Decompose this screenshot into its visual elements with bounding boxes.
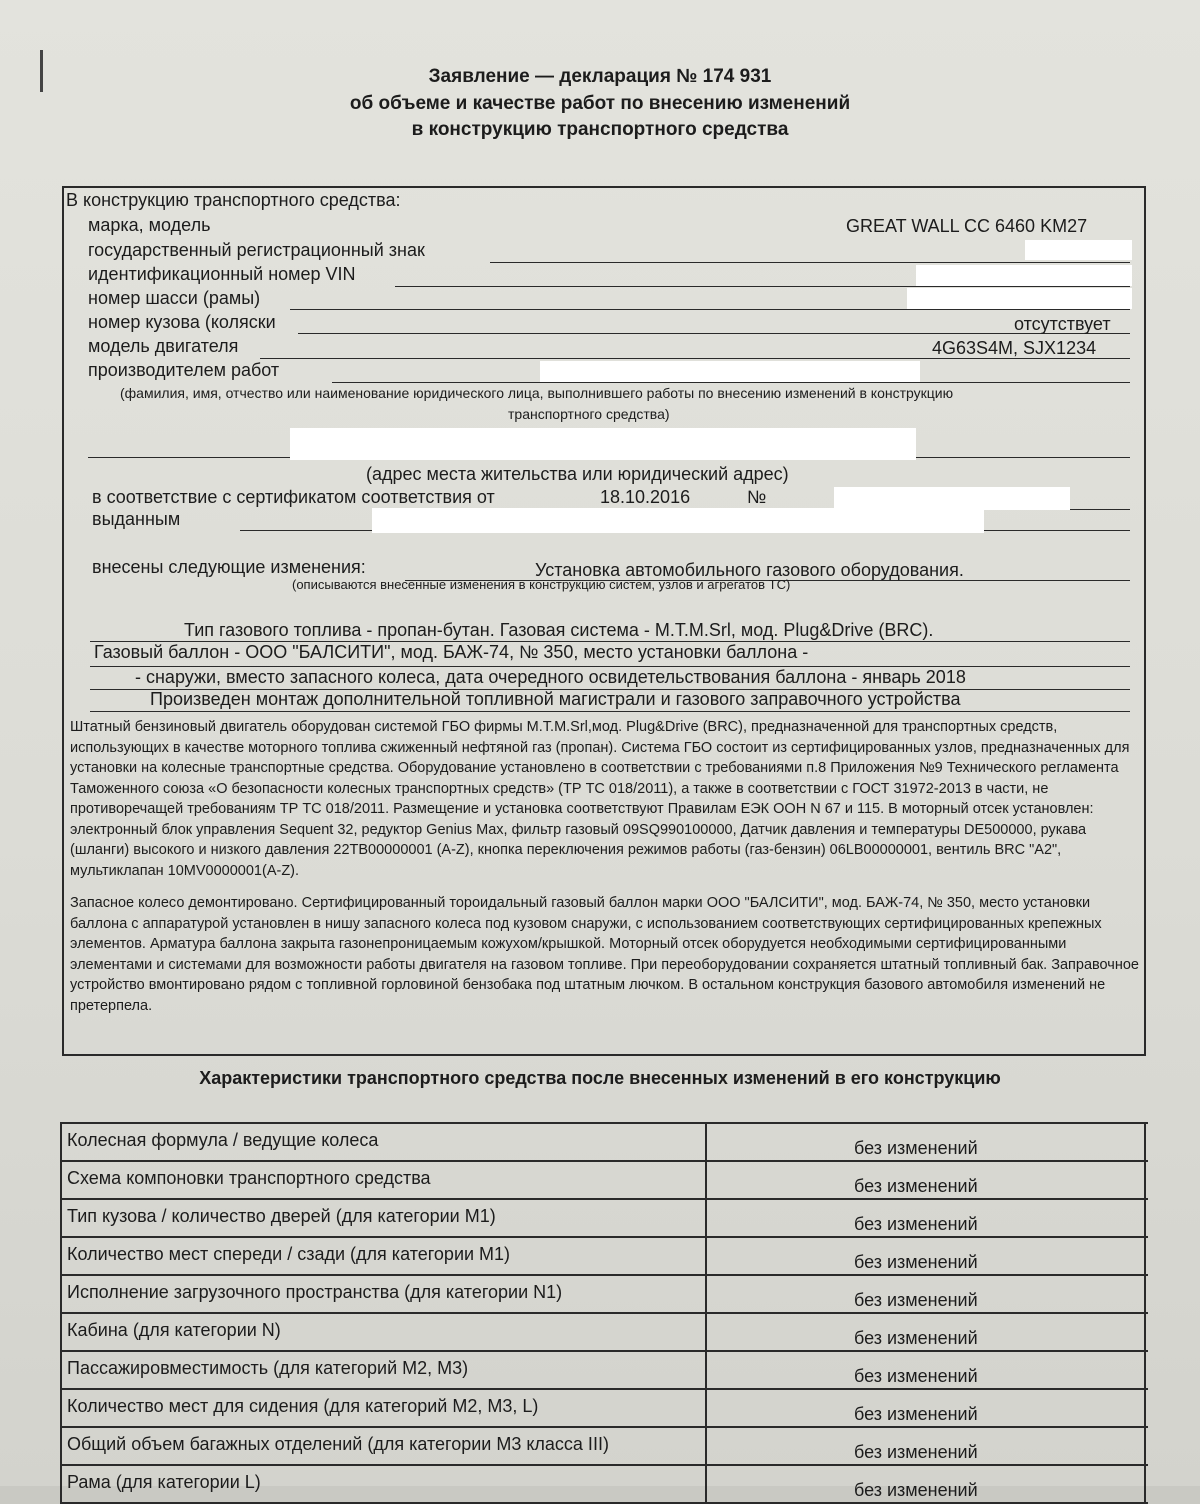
row-value: без изменений <box>709 1390 1146 1426</box>
plate-label: государственный регистрационный знак <box>88 240 425 260</box>
row-label: Количество мест для сидения (для категорий M2, M3, L) <box>62 1390 707 1426</box>
table-row <box>62 1390 1148 1428</box>
cert-number-label: № <box>747 487 767 507</box>
row-value: без изменений <box>709 1200 1146 1236</box>
row-value: без изменений <box>709 1162 1146 1198</box>
producer-note-1: (фамилия, имя, отчество или наименование юридического лица, выполнившего работы по внесению изменений в конструкцию <box>120 385 954 401</box>
plate-redaction <box>1025 240 1132 260</box>
producer-underline <box>332 382 1130 383</box>
vehicle-intro: В конструкцию транспортного средства: <box>66 190 401 210</box>
row-label: Исполнение загрузочного пространства (для категории N1) <box>62 1276 707 1312</box>
changes-line-4-underline <box>90 711 1130 712</box>
body-underline <box>298 333 1130 334</box>
issued-redaction <box>372 508 984 533</box>
plate-underline <box>490 262 1130 263</box>
cert-date: 18.10.2016 <box>600 487 691 507</box>
table-row <box>62 1466 1148 1504</box>
table-row <box>62 1124 1148 1162</box>
vin-redaction <box>916 265 1132 286</box>
table-row <box>62 1352 1148 1390</box>
changes-note: (описываются внесенные изменения в конструкцию систем, узлов и агрегатов ТС) <box>292 577 791 592</box>
row-label: Пассажировместимость (для категорий M2, M3) <box>62 1352 707 1388</box>
address-note: (адрес места жительства или юридический адрес) <box>366 464 789 484</box>
table-row <box>62 1428 1148 1466</box>
row-value: без изменений <box>709 1314 1146 1350</box>
vin-underline <box>395 286 1130 287</box>
row-label: Кабина (для категории N) <box>62 1314 707 1350</box>
changes-paragraph-1: Штатный бензиновый двигатель оборудован системой ГБО фирмы M.T.M.Srl,мод. Plug&Drive (BRC), предназначенной для транспортных средств, использующих в качестве моторного топлива сжиженный нефтяной газ (пропан). Система ГБО состоит из сертифицированных узлов, предназначенных для установки на колесные транспортные средства. Оборудование установлено в соответствии с требованиями п.8 Приложения №9 Технического регламента Таможенного союза «О безопасности колесных транспортных средств» (ТР ТС 018/2011), а также в соответствии с ГОСТ 31972-2013 в части, не противоречащей требованиям ТР ТС 018/2011. Размещение и установка соответствуют Правилам ЕЭК ООН N 67 и 115. В моторный отсек установлен: электронный блок управления Sequent 32, редуктор Genius Max, фильтр газовый 09SQ990100000, Датчик давления и температуры DE500000, рукава (шланги) высокого и низкого давления 22TB00000001 (A-Z), кнопка переключения режимов работы (газ-бензин) 06LB00000001, вентиль BRC "A2", мультиклапан 10MV0000001(A-Z). <box>70 719 1130 879</box>
row-value: без изменений <box>709 1428 1146 1464</box>
make-value: GREAT WALL CC 6460 KM27 <box>846 216 1088 236</box>
title-line-2: об объеме и качестве работ по внесению изменений <box>349 93 851 114</box>
engine-value: 4G63S4M, SJX1234 <box>932 338 1097 358</box>
row-label: Количество мест спереди / сзади (для категории M1) <box>62 1238 707 1274</box>
table-row <box>62 1162 1148 1200</box>
table-row <box>62 1200 1148 1238</box>
body-value: отсутствует <box>1014 314 1111 334</box>
chassis-label: номер шасси (рамы) <box>88 288 261 308</box>
issued-label: выданным <box>92 509 181 529</box>
changes-paragraph-2: Запасное колесо демонтировано. Сертифицированный тороидальный газовый баллон марки ООО "БАЛСИТИ", мод. БАЖ-74, № 350, место установки баллона с аппаратурой установлен в нишу запасного колеса под кузовом снаружи, с использованием соответствующих сертифицированных крепежных элементов. Арматура баллона закрыта газонепроницаемым кожухом/крышкой. Моторный отсек оборудуется необходимыми сертифицированными элементами и системами для возможности работы двигателя на газовом топливе. При переоборудовании сохраняется штатный топливный бак. Заправочное устройство вмонтировано рядом с топливной горловиной бензобака под штатным лючком. В остальном конструкция базового автомобиля изменений не претерпела. <box>70 895 1139 1014</box>
vin-label: идентификационный номер VIN <box>88 264 356 284</box>
chassis-redaction <box>907 288 1132 309</box>
table-row <box>62 1314 1148 1352</box>
address-redaction <box>290 428 916 460</box>
changes-label: внесены следующие изменения: <box>92 557 366 577</box>
producer-label: производителем работ <box>88 360 280 380</box>
changes-value: Установка автомобильного газового оборудования. <box>535 560 964 580</box>
row-label: Схема компоновки транспортного средства <box>62 1162 707 1198</box>
characteristics-table <box>60 1122 1148 1504</box>
characteristics-title: Характеристики транспортного средства после внесенных изменений в его конструкцию <box>199 1068 1001 1088</box>
title-line-3: в конструкцию транспортного средства <box>411 119 789 140</box>
row-label: Колесная формула / ведущие колеса <box>62 1124 707 1160</box>
producer-redaction <box>540 361 920 382</box>
make-label: марка, модель <box>88 215 211 235</box>
row-value: без изменений <box>709 1276 1146 1312</box>
changes-line-1: Тип газового топлива - пропан-бутан. Газовая система - M.T.M.Srl, мод. Plug&Drive (BRC). <box>184 620 934 640</box>
row-value: без изменений <box>709 1352 1146 1388</box>
row-value: без изменений <box>709 1466 1146 1502</box>
table-row <box>62 1276 1148 1314</box>
engine-label: модель двигателя <box>88 336 239 356</box>
row-label: Тип кузова / количество дверей (для категории M1) <box>62 1200 707 1236</box>
cert-number-redaction <box>834 487 1070 510</box>
row-value: без изменений <box>709 1238 1146 1274</box>
row-value: без изменений <box>709 1124 1146 1160</box>
changes-line-4: Произведен монтаж дополнительной топливной магистрали и газового заправочного устройства <box>150 689 961 709</box>
changes-line-3: - снаружи, вместо запасного колеса, дата очередного освидетельствования баллона - январь 2018 <box>135 667 966 687</box>
body-label: номер кузова (коляски <box>88 312 276 332</box>
cert-label: в соответствие с сертификатом соответствия от <box>92 487 495 507</box>
producer-note-2: транспортного средства) <box>508 406 670 422</box>
table-row <box>62 1238 1148 1276</box>
chassis-underline <box>290 309 1130 310</box>
changes-line-2: Газовый баллон - ООО "БАЛСИТИ", мод. БАЖ-74, № 350, место установки баллона - <box>94 642 809 662</box>
row-label: Общий объем багажных отделений (для категории M3 класса III) <box>62 1428 707 1464</box>
row-label: Рама (для категории L) <box>62 1466 707 1502</box>
title-line-1: Заявление — декларация № 174 931 <box>428 66 772 87</box>
